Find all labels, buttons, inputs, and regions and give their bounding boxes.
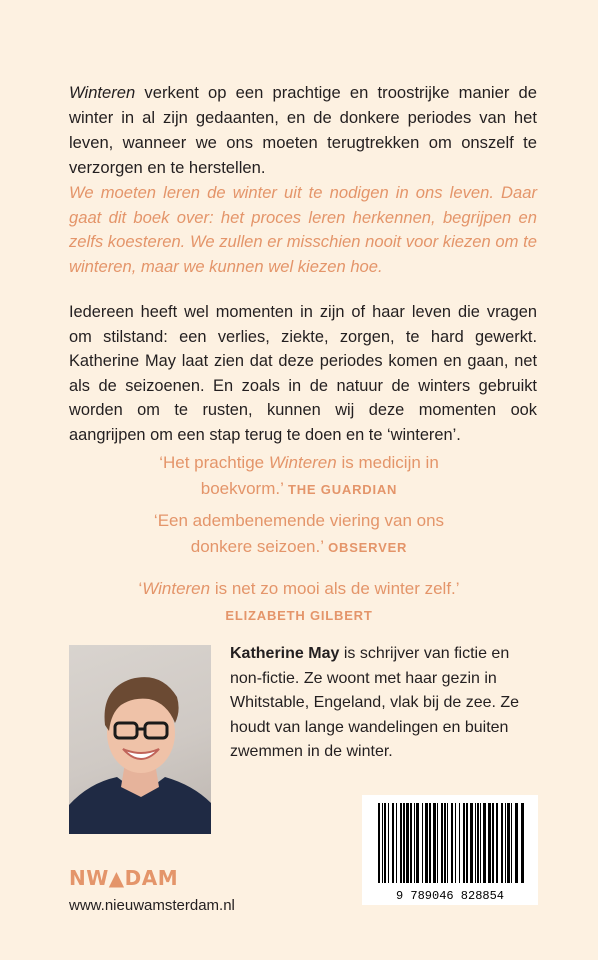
author-name: Katherine May (230, 645, 340, 662)
barcode-bar (455, 803, 456, 883)
barcode-bar (483, 803, 486, 883)
author-bio (230, 642, 530, 765)
intro-book-title: Winteren (69, 83, 136, 102)
review-text: is medicijn in (336, 453, 439, 472)
review-text: is net zo mooi als de winter zelf.’ (210, 579, 460, 598)
barcode-bar (433, 803, 436, 883)
barcode-bar (388, 803, 389, 883)
review-line (0, 576, 598, 602)
barcode-bars (362, 795, 538, 905)
review-observer (0, 508, 598, 561)
barcode-bar (447, 803, 448, 883)
author-bio-text: is schrijver van fictie en non-fictie. Ze woont met haar gezin in Whitstable, Engeland, vlak bij de zee. Ze houdt van lange wandelingen en buiten zwemmen in de winter. (230, 645, 520, 760)
author-portrait-illustration (69, 645, 211, 834)
publisher-logo: NW▲DAM (69, 866, 179, 890)
barcode-bar (416, 803, 419, 883)
barcode-bar (459, 803, 460, 883)
barcode-bar (501, 803, 503, 883)
review-source: OBSERVER (328, 540, 408, 555)
review-text: ‘ (138, 579, 143, 598)
review-book-title: Winteren (142, 579, 211, 598)
intro-paragraph (69, 80, 537, 180)
review-text: boekvorm.’ (200, 479, 284, 498)
barcode-bar (488, 803, 491, 883)
barcode-bar (521, 803, 524, 883)
barcode-bar (505, 803, 506, 883)
barcode-bar (444, 803, 446, 883)
barcode-bar (378, 803, 380, 883)
barcode-bar (463, 803, 465, 883)
barcode-bar (410, 803, 412, 883)
review-text: donkere seizoen.’ (190, 537, 324, 556)
barcode-digits: 9 789046 828854 (395, 889, 505, 903)
barcode-bar (466, 803, 468, 883)
barcode-bar (492, 803, 494, 883)
barcode-bar (507, 803, 510, 883)
review-book-title: Winteren (268, 453, 337, 472)
barcode-bar (475, 803, 476, 883)
review-line (0, 450, 598, 476)
barcode-bar (406, 803, 409, 883)
barcode-bar (470, 803, 473, 883)
barcode-bar (425, 803, 428, 883)
publisher-url: www.nieuwamsterdam.nl (69, 897, 235, 914)
review-line (0, 602, 598, 629)
review-line: ‘Een adembenemende viering van ons (153, 511, 445, 530)
barcode-bar (403, 803, 405, 883)
barcode-bar (511, 803, 512, 883)
barcode-bar (429, 803, 431, 883)
barcode-bar (480, 803, 481, 883)
barcode-bar (384, 803, 386, 883)
barcode-bar (477, 803, 479, 883)
barcode-bar (396, 803, 397, 883)
review-text: ‘Het prachtige (159, 453, 269, 472)
barcode-bar (441, 803, 443, 883)
barcode-bar (496, 803, 498, 883)
author-photo (69, 645, 211, 834)
body-paragraph: Iedereen heeft wel momenten in zijn of haar leven die vragen om stilstand: een verlies, ziekte, zorgen, te hard gewerkt. Katherine May laat zien dat deze periodes komen en gaan, net als de seizoenen. En zoals in de natuur de winters gebruikt worden om te rusten, kunnen wij deze momenten ook aangrijpen om een stap terug te doen en te ‘winteren’. (69, 303, 537, 444)
review-source: ELIZABETH GILBERT (225, 608, 373, 623)
barcode-bar (382, 803, 383, 883)
barcode-bar (437, 803, 438, 883)
barcode-bar (414, 803, 415, 883)
barcode-bar (422, 803, 423, 883)
barcode-bar (392, 803, 394, 883)
review-guardian (0, 450, 598, 503)
review-line (0, 476, 598, 503)
review-source: THE GUARDIAN (287, 482, 398, 497)
barcode-bar (400, 803, 402, 883)
review-line (0, 534, 598, 561)
barcode-bar (451, 803, 453, 883)
pull-quote: We moeten leren de winter uit te nodigen in ons leven. Daar gaat dit boek over: het proces leren herkennen, begrijpen en zelfs koesteren. We zullen er misschien nooit voor kiezen om te winteren, maar we kunnen wel kiezen hoe. (69, 183, 537, 276)
review-gilbert (0, 576, 598, 629)
barcode-bar (515, 803, 518, 883)
isbn-barcode (362, 795, 538, 905)
intro-text: verkent op een prachtige en troostrijke manier de winter in al zijn gedaanten, en de donkere periodes van het leven, wanneer we ons moeten terugtrekken om onszelf te verzorgen en te herstellen. (69, 83, 537, 177)
